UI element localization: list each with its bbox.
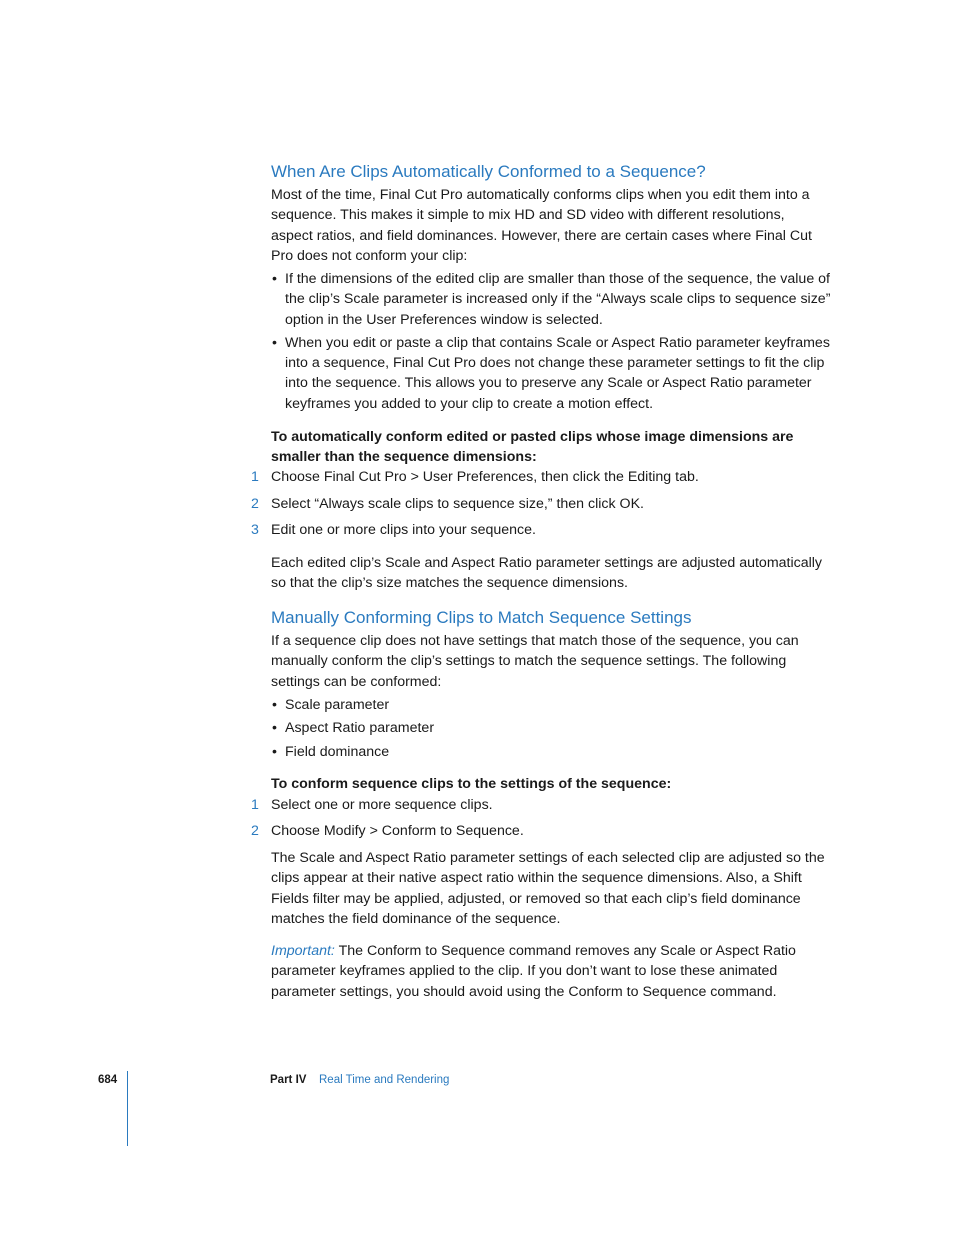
- section1-result: Each edited clip’s Scale and Aspect Ratio parameter settings are adjusted automatically so that the clip’s size matches the sequence dimensions.: [271, 555, 822, 592]
- section-heading-manual-conform: Manually Conforming Clips to Match Sequence Settings: [271, 608, 692, 627]
- important-note: [271, 941, 827, 1002]
- task-heading: To automatically conform edited or pasted clips whose image dimensions are smaller than the sequence dimensions:: [271, 429, 794, 466]
- step-3: [251, 520, 536, 540]
- footer-part-label: Part IV: [270, 1074, 307, 1086]
- step-number: 2: [251, 496, 259, 512]
- section2-bullets: [271, 695, 831, 762]
- step-text: Select one or more sequence clips.: [271, 797, 493, 813]
- important-label: Important:: [271, 943, 335, 959]
- footer-divider: [127, 1071, 128, 1146]
- section2-intro: If a sequence clip does not have settings that match those of the sequence, you can manually conform the clip’s settings to match the sequence settings. The following settings can be conformed:: [271, 633, 799, 690]
- section1-intro: Most of the time, Final Cut Pro automatically conforms clips when you edit them into a sequence. This makes it simple to mix HD and SD video with different resolutions, aspect ratios, and field dominances. However, there are certain cases where Final Cut Pro does not conform your clip:: [271, 187, 812, 264]
- list-item: • If the dimensions of the edited clip are smaller than those of the sequence, the value of the clip’s Scale parameter is increased only if the “Always scale clips to sequence size” option in the User Preferences window is selected.: [271, 269, 831, 330]
- list-item: • When you edit or paste a clip that contains Scale or Aspect Ratio parameter keyframes into a sequence, Final Cut Pro does not change these parameter settings to fit the clip into the sequence. This allows you to preserve any Scale or Aspect Ratio parameter keyframes you added to your clip to create a motion effect.: [271, 333, 831, 414]
- step-number: 1: [251, 797, 259, 813]
- step-text: Edit one or more clips into your sequence.: [271, 522, 536, 538]
- list-item: • Scale parameter: [271, 695, 831, 715]
- step-2: [251, 821, 524, 841]
- task-heading: To conform sequence clips to the settings of the sequence:: [271, 776, 672, 792]
- section-heading-auto-conform: When Are Clips Automatically Conformed to a Sequence?: [271, 162, 706, 181]
- step-text: Select “Always scale clips to sequence size,” then click OK.: [271, 496, 644, 512]
- footer-chapter-title: Real Time and Rendering: [319, 1074, 450, 1086]
- step-text: Choose Modify > Conform to Sequence.: [271, 823, 524, 839]
- step-text: Choose Final Cut Pro > User Preferences, then click the Editing tab.: [271, 469, 699, 485]
- section1-bullets: [271, 269, 831, 414]
- step-number: 2: [251, 823, 259, 839]
- list-item: • Aspect Ratio parameter: [271, 718, 831, 738]
- step-number: 3: [251, 522, 259, 538]
- step-2: [251, 494, 644, 514]
- important-text: The Conform to Sequence command removes any Scale or Aspect Ratio parameter keyframes applied to the clip. If you don’t want to lose these animated parameter settings, you should avoid using the Conform to Sequence command.: [271, 943, 796, 1000]
- step-number: 1: [251, 469, 259, 485]
- page-number: 684: [98, 1074, 118, 1086]
- step-1: [251, 467, 699, 487]
- step-1: [251, 795, 493, 815]
- list-item: • Field dominance: [271, 742, 831, 762]
- section2-result: The Scale and Aspect Ratio parameter settings of each selected clip are adjusted so the clips appear at their native aspect ratio within the sequence dimensions. Also, a Shift Fields filter may be applied, adjusted, or removed so that each clip’s field dominance matches the field dominance of the sequence.: [271, 850, 825, 927]
